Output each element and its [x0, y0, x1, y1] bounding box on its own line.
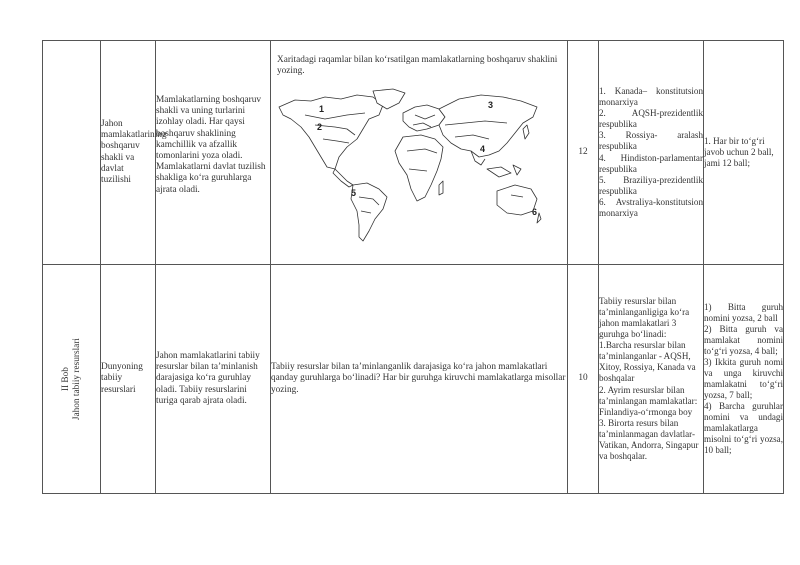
answer-item: 3. Rossiya- aralash respublika — [599, 130, 703, 152]
chapter-cell — [43, 265, 101, 494]
scoring-item: 2) Bitta guruh va mamlakat nomini to‘g‘ri yozsa, 4 ball; — [704, 324, 783, 356]
points-cell — [568, 41, 599, 265]
scoring-cell — [704, 265, 784, 494]
answer-cell — [599, 41, 704, 265]
map-label: 3 — [488, 100, 494, 110]
goal-text: Mamlakatlarning boshqaruv shakli va uning turlarini izohlay oladi. Har qaysi boshqaruv shaklining kamchillik va afzallik tomonlarini yoza oladi. Mamlakatlarni davlat tuzilish shakliga ko‘ra guruhlarga ajrata oladi. — [156, 95, 266, 195]
answer-item: 6. Avstraliya-konstitutsion monarxiya — [599, 196, 703, 218]
answer-item: 2. AQSH-prezidentlik respublika — [599, 108, 703, 130]
map-label: 6 — [532, 207, 538, 217]
table-row — [43, 41, 784, 265]
task-text: Xaritadagi raqamlar bilan ko‘rsatilgan mamlakatlarning boshqaruv shaklini yozing. — [277, 55, 558, 76]
goal-text: Jahon mamlakatlarini tabiiy resurslar bilan ta’minlanish darajasiga ko‘ra guruhlay oladi. Tabiiy resurslarini turiga qarab ajrata oladi. — [156, 350, 260, 406]
topic-cell — [101, 41, 167, 265]
scoring-item: 3) Ikkita guruh nomi va unga kiruvchi mamlakatni to‘g‘ri yozsa, 7 ball; — [704, 357, 783, 400]
world-map-outline-icon — [275, 85, 543, 245]
answer-item: 5. Braziliya-prezidentlik respublika — [599, 174, 703, 196]
answer-text: Tabiiy resurslar bilan ta’minlanganligiga ko‘ra jahon mamlakatlari 3 guruhga bo‘linadi: 1.Barcha resurslar bilan ta’minlanganlar - AQSH, Xitoy, Rossiya, Kanada va boshqalar 2. Ayrim resurslar bilan ta’minlangan mamlakatlar: Finlandiya-o‘rmonga boy 3. Birorta resurs bilan ta’minlanmagan davlatlar-Vatikan, Andorra, Singapur va boshqalar. — [599, 295, 699, 462]
points-cell — [568, 265, 599, 494]
chapter-title: Jahon tabiiy resurslari — [71, 337, 82, 421]
task-text: Tabiiy resurslar bilan ta’minlanganlik darajasiga ko‘ra jahon mamlakatlari qanday guruhlarga bo‘linadi? Har bir guruhga kiruvchi mamlakatlarga misollar yozing. — [271, 362, 566, 395]
world-map — [275, 85, 543, 245]
map-label: 5 — [351, 188, 357, 198]
topic-text: Dunyoning tabiiy resurslari — [101, 362, 143, 395]
chapter-number: II Bob — [60, 366, 71, 391]
answer-item: 4. Hindiston-parlamentar respublika — [599, 152, 703, 174]
assessment-table — [42, 40, 784, 494]
goal-cell — [156, 265, 271, 494]
topic-cell — [101, 265, 156, 494]
scoring-text: 1. Har bir to‘g‘ri javob uchun 2 ball, jami 12 ball; — [704, 136, 774, 168]
points-value: 12 — [578, 146, 588, 157]
answer-cell — [599, 265, 704, 494]
task-cell — [271, 41, 568, 265]
chapter-label — [61, 338, 83, 420]
scoring-item: 4) Barcha guruhlar nomini va undagi mamlakatlarga misolni to‘g‘ri yozsa, 10 ball; — [704, 401, 783, 455]
points-value: 10 — [578, 373, 588, 384]
map-label: 4 — [480, 144, 486, 154]
task-cell — [271, 265, 568, 494]
topic-text: Jahon mamlakatlarining boshqaruv shakli va davlat tuzilishi — [101, 118, 167, 185]
answer-item: 1. Kanada– konstitutsion monarxiya — [599, 85, 703, 108]
map-label: 2 — [317, 122, 323, 132]
map-label: 1 — [319, 104, 325, 114]
table-row — [43, 265, 784, 494]
scoring-cell — [704, 41, 784, 265]
chapter-cell-empty — [43, 41, 101, 265]
goal-cell — [156, 41, 271, 265]
scoring-item: 1) Bitta guruh nomini yozsa, 2 ball — [704, 302, 783, 323]
